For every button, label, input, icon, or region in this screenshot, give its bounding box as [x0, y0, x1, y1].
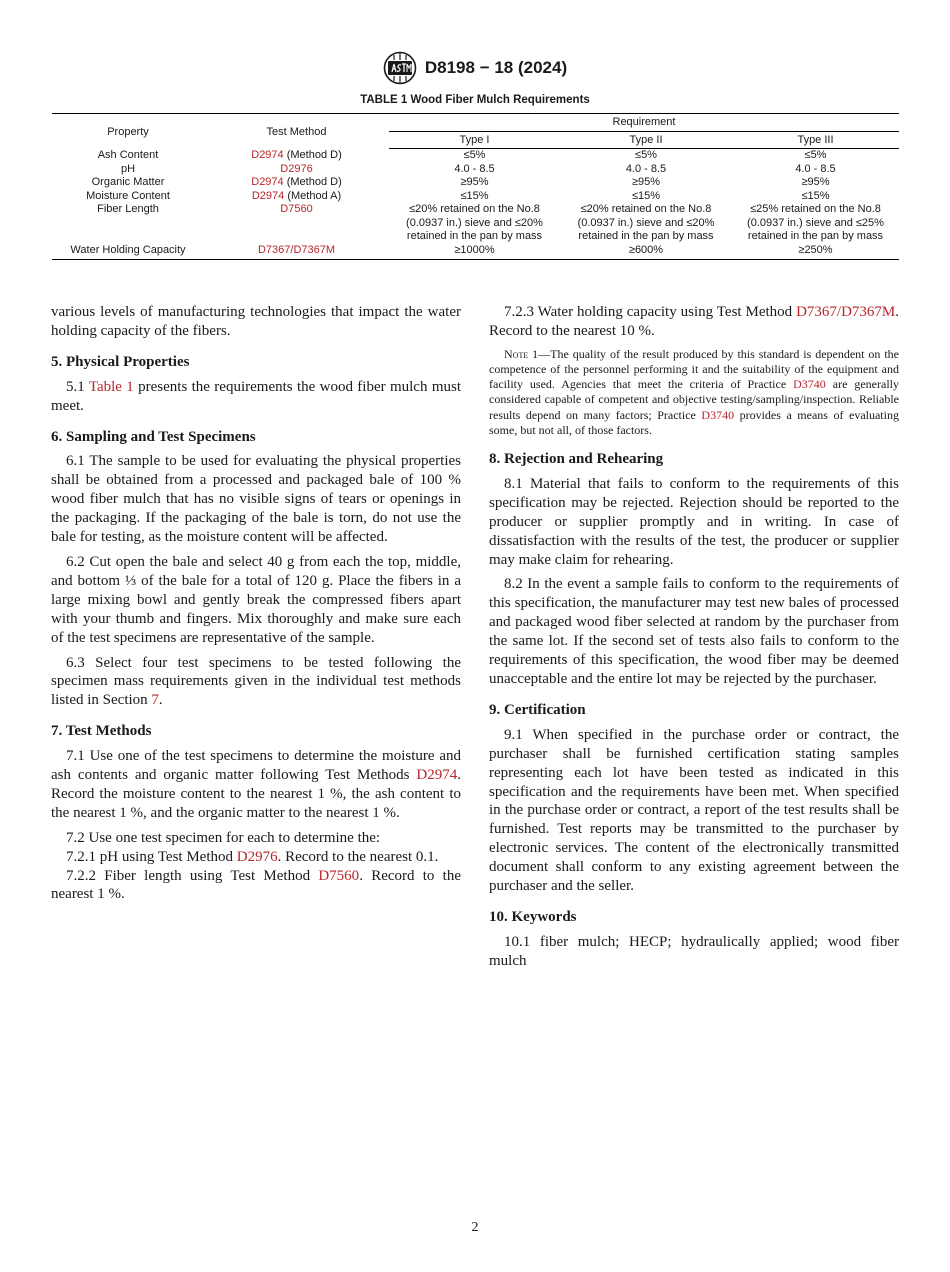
d3740-link[interactable]: D3740	[701, 407, 735, 422]
d2974-link[interactable]: D2974	[416, 767, 458, 784]
right-column	[489, 303, 899, 977]
cell-type-2: ≤5%	[635, 149, 657, 161]
cell-method: D2974 (Method D)	[251, 148, 342, 161]
cell-property: pH	[120, 162, 136, 175]
cell-type-1: ≤5%	[463, 149, 486, 161]
paragraph-6-1: 6.1 The sample to be used for evaluating the physical properties shall be obtained from a processed and packaged bale of 100 % wood fiber mulch that has no visible signs of tears or openings in the packaging. If the packaging of the bale is torn, do not use the bale for testing, as the moisture content will be affected.	[51, 453, 461, 546]
table-row	[52, 149, 899, 163]
cell-method: D2974 (Method D)	[251, 176, 342, 188]
page-number: 2	[471, 1220, 479, 1235]
method-link[interactable]: D7560	[280, 203, 313, 215]
table-row	[52, 244, 899, 260]
cell-type-2: ≥600%	[628, 243, 664, 256]
paragraph-7-1: 7.1 Use one of the test specimens to determine the moisture and ash contents and organic matter following Test Methods D2974. Record the moisture content to the nearest 1 %, the ash content to the nearest 1 %, and the organic matter to the nearest 1 %.	[51, 748, 461, 821]
note-1: Note 1—The quality of the result produced by this standard is dependent on the competence of the personnel performing it and the suitability of the equipment and facility used. Agencies that meet the criteria of Practice D3740 are generally considered capable of competent and objective testing/sampling/inspection. Reliable results depend on many factors; Practice D3740 provides a means of evaluating some, but not all, of those factors.	[489, 346, 899, 437]
method-link[interactable]: D2974	[251, 148, 284, 161]
section-heading-6: 6. Sampling and Test Specimens	[51, 428, 256, 445]
requirements-table	[52, 113, 899, 260]
table-1-link[interactable]: Table 1	[88, 378, 134, 395]
header-type-2: Type II	[560, 131, 732, 149]
method-link[interactable]: D2976	[280, 162, 313, 175]
cell-type-2: 4.0 - 8.5	[625, 162, 667, 175]
page-header	[0, 50, 950, 86]
section-heading-9: 9. Certification	[489, 701, 586, 718]
paragraph-5-1: 5.1 Table 1 presents the requirements the wood fiber mulch must meet.	[51, 378, 461, 414]
d7560-link[interactable]: D7560	[318, 867, 360, 884]
standard-designation: D8198 − 18 (2024)	[424, 58, 568, 77]
cell-type-3: ≤25% retained on the No.8 (0.0937 in.) sieve and ≤25% retained in the pan by mass	[747, 203, 884, 242]
method-link[interactable]: D7367/D7367M	[257, 243, 336, 256]
section-heading-10: 10. Keywords	[489, 908, 577, 925]
header-requirement: Requirement	[389, 114, 899, 132]
left-column	[51, 303, 461, 910]
header-type-1: Type I	[389, 131, 560, 149]
table-row	[52, 176, 899, 190]
table-title: TABLE 1 Wood Fiber Mulch Requirements	[360, 94, 590, 106]
table-row	[52, 203, 899, 244]
d7367-link[interactable]: D7367/D7367M	[796, 304, 896, 320]
header-property: Property	[107, 125, 149, 138]
header-type-3: Type III	[732, 131, 899, 149]
cell-type-2: ≥95%	[631, 176, 661, 188]
cell-method	[204, 203, 389, 244]
paragraph-10-1: 10.1 fiber mulch; HECP; hydraulically applied; wood fiber mulch	[489, 933, 899, 969]
astm-logo	[383, 51, 417, 85]
cell-property: Moisture Content	[86, 189, 170, 202]
cell-property: Fiber Length	[97, 203, 159, 215]
cell-property: Water Holding Capacity	[70, 243, 186, 256]
cell-type-3: ≥250%	[798, 243, 833, 256]
paragraph-8-1: 8.1 Material that fails to conform to the requirements of this specification may be rejected. Rejection should be reported to the producer or supplier promptly and in writing. In case of dissatisfaction with the results of the test, the producer or supplier may make claim for rehearing.	[489, 475, 899, 568]
paragraph-6-2: 6.2 Cut open the bale and select 40 g from each the top, middle, and bottom ⅓ of the bale for a total of 120 g. Place the fibers in a large mixing bowl and gently break the compressed fibers apart with your thumb and fingers. Mix thoroughly and make sure each of the test specimens are representative of the sample.	[51, 553, 461, 646]
section-heading-8: 8. Rejection and Rehearing	[489, 451, 664, 468]
cell-method	[204, 163, 389, 177]
cell-type-1: 4.0 - 8.5	[454, 162, 495, 175]
cell-type-3: ≥95%	[801, 176, 830, 188]
paragraph-7-2-3: 7.2.3 Water holding capacity using Test Method D7367/D7367M. Record to the nearest 10 %.	[489, 304, 899, 339]
method-link[interactable]: D2974	[251, 189, 285, 202]
cell-type-1: ≥95%	[460, 176, 489, 188]
paragraph-7-2-1: 7.2.1 pH using Test Method D2976. Record to the nearest 0.1.	[66, 848, 439, 865]
cell-type-2: ≤15%	[631, 189, 661, 202]
section-heading-7: 7. Test Methods	[51, 723, 152, 740]
header-test-method: Test Method	[266, 125, 327, 138]
cell-type-3: ≤5%	[804, 149, 827, 161]
cell-property: Ash Content	[97, 148, 159, 161]
cell-type-2: ≤20% retained on the No.8 (0.0937 in.) sieve and ≤20% retained in the pan by mass	[577, 203, 715, 242]
section-heading-5: 5. Physical Properties	[51, 353, 190, 370]
paragraph-7-2-2: 7.2.2 Fiber length using Test Method D7560. Record to the nearest 1 %.	[51, 867, 461, 903]
cell-property: Organic Matter	[91, 176, 165, 188]
d3740-link[interactable]: D3740	[793, 377, 826, 392]
table-row	[52, 163, 899, 177]
paragraph-6-3: 6.3 Select four test specimens to be tested following the specimen mass requirements given in the individual test methods listed in Section 7.	[51, 654, 461, 709]
cell-method: D2974 (Method A)	[251, 189, 342, 202]
paragraph: various levels of manufacturing technologies that impact the water holding capacity of the fibers.	[51, 304, 461, 339]
paragraph-7-2: 7.2 Use one test specimen for each to determine the:	[66, 829, 381, 846]
table-row	[52, 190, 899, 204]
paragraph-9-1: 9.1 When specified in the purchase order or contract, the purchaser shall be furnished certification stating samples representing each lot have been tested as indicated in this specification and the requirements have been met. When specified in the purchase order or contract, a report of the test results shall be furnished. Test reports may be transmitted to the purchaser by electronic services. The content of the electronically transmitted document shall conform to any existing agreement between the purchaser and the seller.	[489, 726, 899, 895]
cell-method	[204, 244, 389, 260]
cell-type-1: ≥1000%	[454, 243, 495, 256]
cell-type-3: ≤15%	[801, 189, 830, 202]
d2976-link[interactable]: D2976	[236, 848, 278, 865]
method-link[interactable]: D2974	[251, 176, 284, 188]
cell-type-3: 4.0 - 8.5	[795, 162, 836, 175]
section-7-link[interactable]: 7	[151, 692, 159, 709]
cell-type-1: ≤20% retained on the No.8 (0.0937 in.) sieve and ≤20% retained in the pan by mass	[406, 203, 543, 242]
paragraph-8-2: 8.2 In the event a sample fails to conform to the requirements of this specification, the manufacturer may test new bales of processed and packaged wood fiber selected at random by the purchaser from the same lot. If the second set of tests also fails to conform to the requirements of this specification, the wood fiber may be deemed unacceptable and the entire lot may be rejected by the purchaser.	[489, 576, 899, 687]
cell-type-1: ≤15%	[460, 189, 489, 202]
